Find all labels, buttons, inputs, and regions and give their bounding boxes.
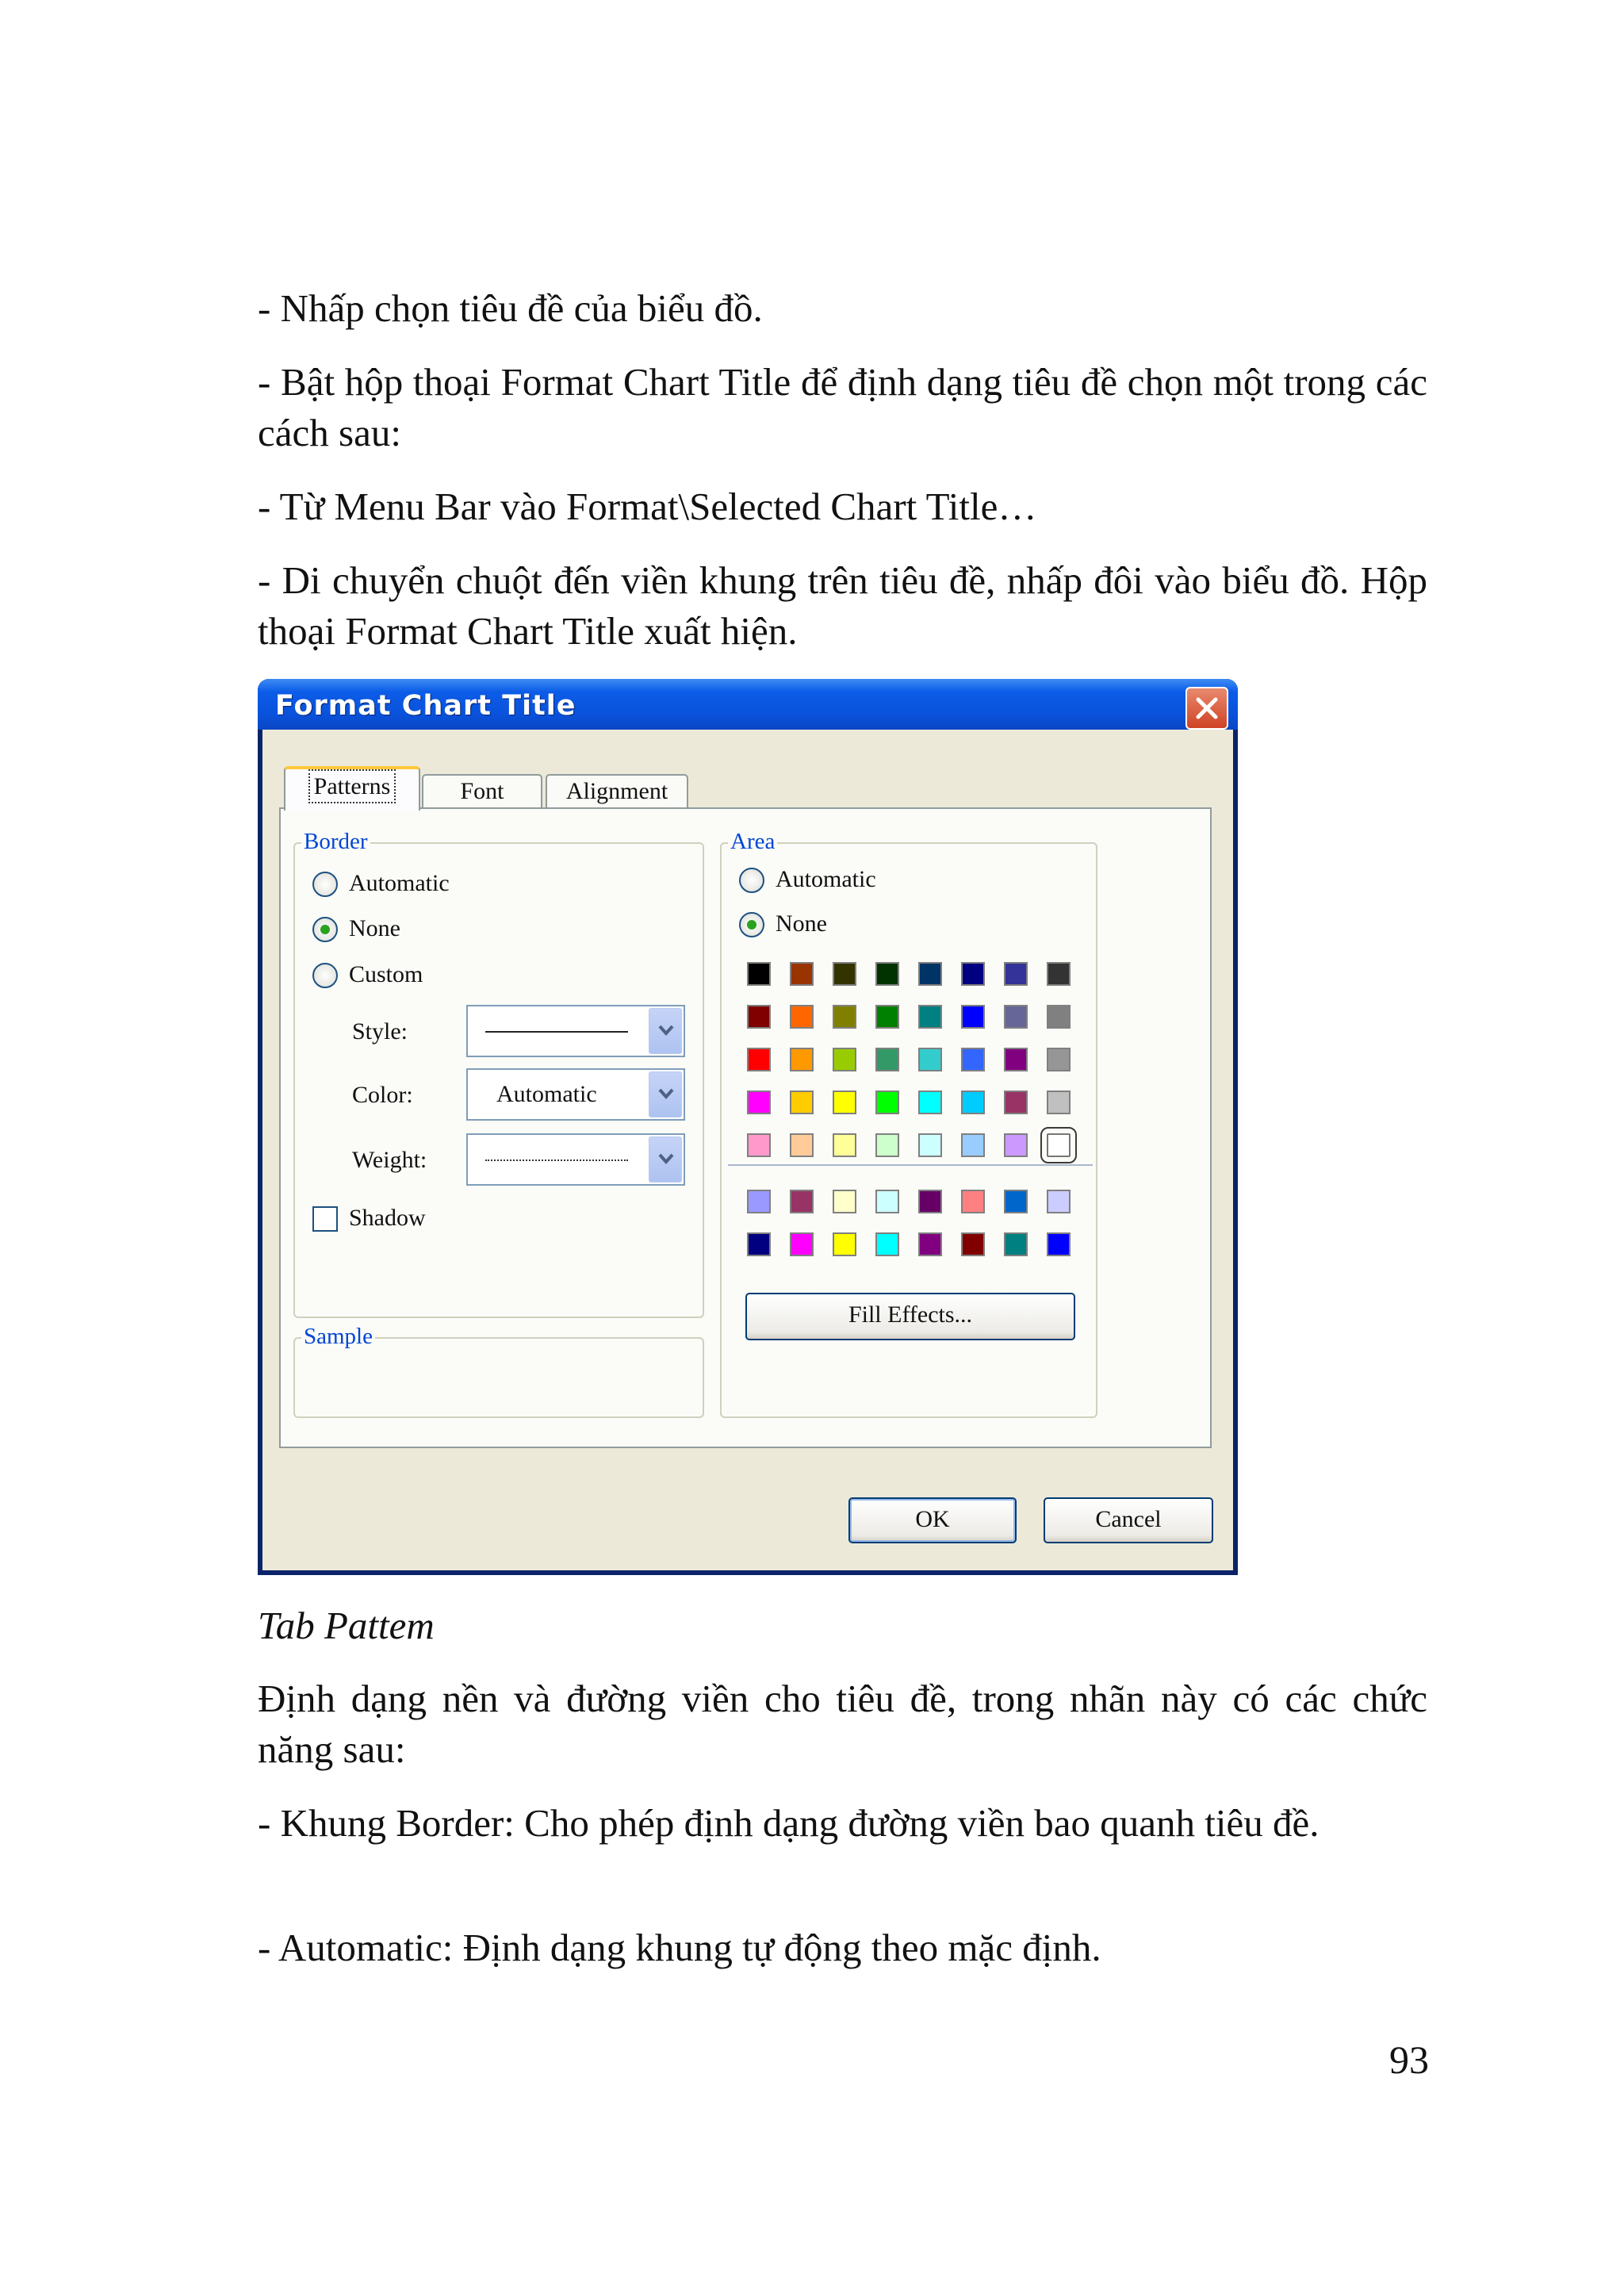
color-swatch[interactable]: [918, 1232, 942, 1256]
color-swatch[interactable]: [961, 1190, 985, 1213]
color-swatch[interactable]: [790, 962, 814, 986]
color-swatch[interactable]: [790, 1005, 814, 1029]
color-swatch[interactable]: [961, 1005, 985, 1029]
color-swatch[interactable]: [790, 1190, 814, 1213]
dialog-title: Format Chart Title: [275, 690, 576, 722]
sample-group: [293, 1324, 704, 1418]
sample-legend: Sample: [301, 1323, 375, 1350]
color-swatch[interactable]: [875, 1232, 899, 1256]
border-custom-label: Custom: [349, 961, 423, 987]
paragraph: - Nhấp chọn tiêu đề của biểu đồ.: [258, 286, 763, 330]
color-swatch[interactable]: [875, 962, 899, 986]
border-automatic-radio[interactable]: [312, 872, 338, 897]
chevron-down-icon: [657, 1152, 675, 1165]
chevron-down-icon: [657, 1024, 675, 1037]
color-swatch[interactable]: [1047, 1133, 1071, 1157]
paragraph: - Từ Menu Bar vào Format\Selected Chart Title…: [258, 485, 1037, 528]
color-value: Automatic: [496, 1081, 597, 1107]
color-swatch[interactable]: [1047, 962, 1071, 986]
color-swatch[interactable]: [918, 1048, 942, 1071]
color-swatch[interactable]: [833, 1133, 856, 1157]
border-legend: Border: [301, 828, 370, 855]
color-swatch[interactable]: [961, 1091, 985, 1114]
color-swatch[interactable]: [1004, 1232, 1028, 1256]
area-legend: Area: [728, 828, 777, 855]
weight-dropdown-button[interactable]: [649, 1137, 682, 1182]
color-swatch[interactable]: [961, 962, 985, 986]
color-combo[interactable]: [466, 1068, 685, 1121]
color-swatch[interactable]: [790, 1133, 814, 1157]
chevron-down-icon: [657, 1087, 675, 1100]
color-swatch[interactable]: [918, 1133, 942, 1157]
style-combo[interactable]: [466, 1005, 685, 1057]
ok-button[interactable]: OK: [848, 1497, 1017, 1543]
cancel-button[interactable]: Cancel: [1044, 1497, 1213, 1543]
color-swatch[interactable]: [918, 1190, 942, 1213]
border-none-label: None: [349, 915, 400, 941]
color-swatch[interactable]: [1004, 962, 1028, 986]
color-swatch[interactable]: [833, 1091, 856, 1114]
area-none-radio[interactable]: [739, 912, 764, 937]
tab-alignment[interactable]: Alignment: [546, 774, 688, 809]
color-swatch[interactable]: [1004, 1005, 1028, 1029]
color-swatch[interactable]: [918, 962, 942, 986]
color-swatch[interactable]: [875, 1133, 899, 1157]
color-swatch[interactable]: [875, 1005, 899, 1029]
color-swatch[interactable]: [875, 1048, 899, 1071]
color-swatch[interactable]: [833, 1048, 856, 1071]
color-swatch[interactable]: [833, 962, 856, 986]
paragraph: Định dạng nền và đường viền cho tiêu đề, trong nhãn này có các chức năng sau:: [258, 1677, 1427, 1771]
color-swatch[interactable]: [875, 1091, 899, 1114]
weight-line-sample: [485, 1159, 628, 1161]
color-swatch[interactable]: [918, 1091, 942, 1114]
color-swatch[interactable]: [747, 1091, 771, 1114]
style-dropdown-button[interactable]: [649, 1008, 682, 1054]
color-swatch[interactable]: [833, 1232, 856, 1256]
style-label: Style:: [352, 1018, 408, 1045]
color-swatch[interactable]: [961, 1133, 985, 1157]
color-swatch[interactable]: [1004, 1048, 1028, 1071]
weight-combo[interactable]: [466, 1133, 685, 1186]
area-none-label: None: [776, 910, 827, 937]
color-swatch[interactable]: [747, 962, 771, 986]
color-swatch[interactable]: [961, 1048, 985, 1071]
color-swatch[interactable]: [747, 1133, 771, 1157]
color-swatch[interactable]: [833, 1190, 856, 1213]
color-swatch[interactable]: [961, 1232, 985, 1256]
color-swatch[interactable]: [833, 1005, 856, 1029]
color-dropdown-button[interactable]: [649, 1071, 682, 1117]
color-swatch[interactable]: [1047, 1048, 1071, 1071]
paragraph: - Khung Border: Cho phép định dạng đường viền bao quanh tiêu đề.: [258, 1801, 1320, 1845]
paragraph: - Di chuyển chuột đến viền khung trên tiêu đề, nhấp đôi vào biểu đồ. Hộp thoại Format Chart Title xuất hiện.: [258, 558, 1427, 653]
close-icon: [1193, 695, 1220, 722]
color-swatch[interactable]: [1004, 1190, 1028, 1213]
color-swatch[interactable]: [918, 1005, 942, 1029]
shadow-label: Shadow: [349, 1205, 426, 1231]
color-swatch[interactable]: [1047, 1005, 1071, 1029]
border-automatic-label: Automatic: [349, 870, 450, 896]
dialog-titlebar[interactable]: [258, 679, 1238, 730]
color-swatch[interactable]: [790, 1048, 814, 1071]
color-swatch[interactable]: [1047, 1190, 1071, 1213]
weight-label: Weight:: [352, 1147, 427, 1173]
color-swatch[interactable]: [747, 1232, 771, 1256]
color-swatch[interactable]: [1004, 1133, 1028, 1157]
fill-effects-button[interactable]: Fill Effects...: [745, 1293, 1075, 1340]
color-swatch[interactable]: [790, 1091, 814, 1114]
paragraph: - Automatic: Định dạng khung tự động theo mặc định.: [258, 1926, 1101, 1969]
border-none-radio[interactable]: [312, 917, 338, 942]
color-swatch[interactable]: [1047, 1091, 1071, 1114]
area-automatic-label: Automatic: [776, 866, 876, 892]
tab-patterns[interactable]: Patterns: [284, 766, 420, 811]
area-automatic-radio[interactable]: [739, 868, 764, 893]
palette-separator: [728, 1164, 1093, 1166]
style-line-sample: [485, 1031, 628, 1033]
color-label: Color:: [352, 1082, 413, 1108]
color-swatch[interactable]: [1004, 1091, 1028, 1114]
shadow-checkbox[interactable]: [312, 1206, 338, 1232]
border-custom-radio[interactable]: [312, 963, 338, 988]
color-swatch[interactable]: [747, 1005, 771, 1029]
paragraph: - Bật hộp thoại Format Chart Title để định dạng tiêu đề chọn một trong các cách sau:: [258, 360, 1427, 454]
color-swatch[interactable]: [875, 1190, 899, 1213]
color-swatch[interactable]: [747, 1190, 771, 1213]
color-swatch[interactable]: [1047, 1232, 1071, 1256]
tab-font[interactable]: Font: [422, 774, 542, 809]
close-button[interactable]: [1185, 687, 1228, 730]
color-swatch[interactable]: [790, 1232, 814, 1256]
figure-caption: Tab Pattem: [258, 1604, 435, 1647]
page-number: 93: [1389, 2037, 1429, 2082]
color-swatch[interactable]: [747, 1048, 771, 1071]
